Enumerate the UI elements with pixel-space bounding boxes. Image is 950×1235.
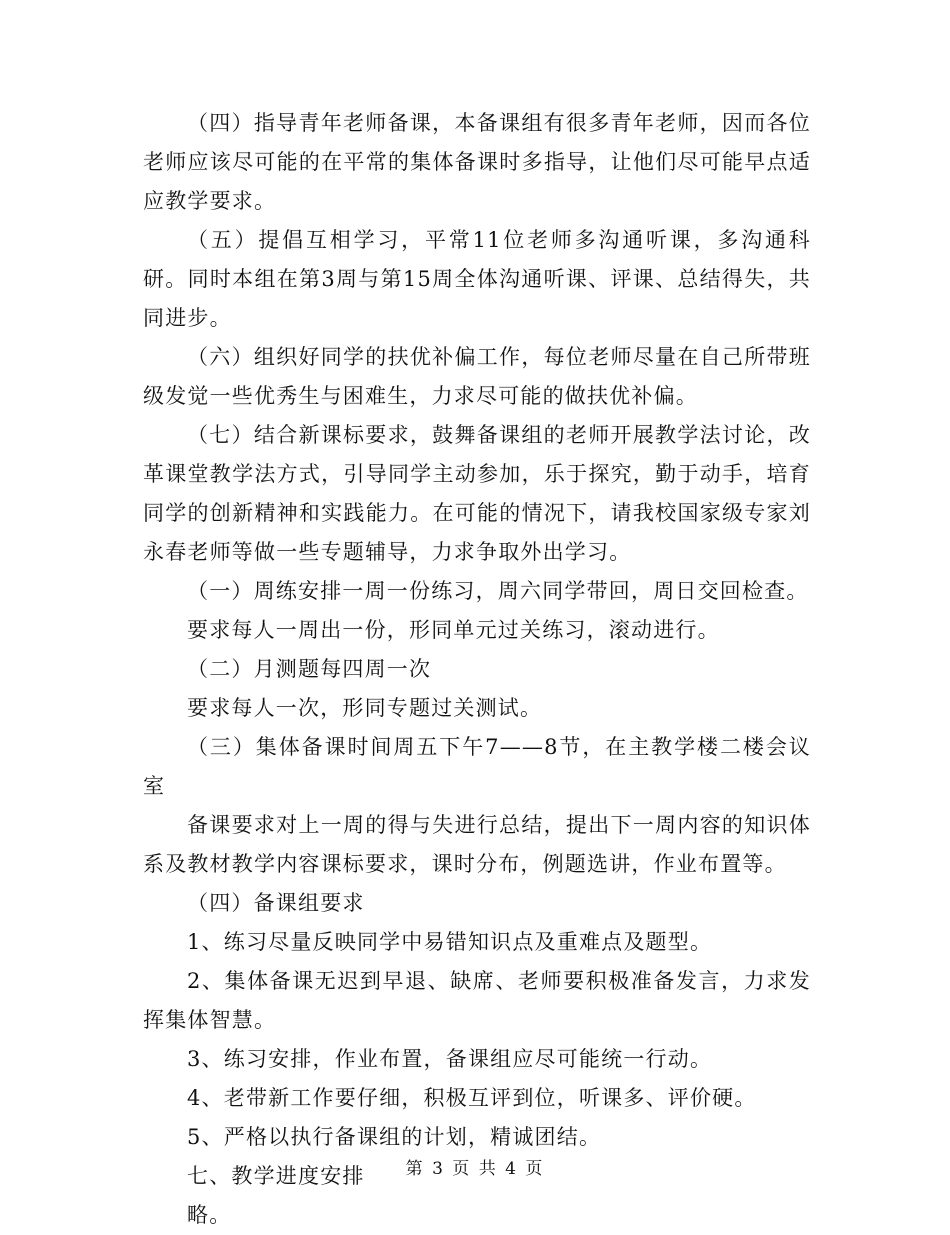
paragraph-mutual-learning: （五）提倡互相学习，平常11位老师多沟通听课，多沟通科研。同时本组在第3周与第15周全体沟通听课、评课、总结得失，共同进步。 bbox=[143, 228, 811, 330]
paragraph-guide-young-teachers: （四）指导青年老师备课，本备课组有很多青年老师，因而各位老师应该尽可能的在平常的集体备课时多指导，让他们尽可能早点适应教学要求。 bbox=[143, 111, 811, 213]
paragraph-monthly-test-requirement: 要求每人一次，形同专题过关测试。 bbox=[187, 696, 543, 720]
section-heading-teaching-schedule: 七、教学进度安排 bbox=[187, 1164, 365, 1188]
list-item-requirement-1: 1、练习尽量反映同学中易错知识点及重难点及题型。 bbox=[187, 930, 713, 954]
list-item-requirement-2: 2、集体备课无迟到早退、缺席、老师要积极准备发言，力求发挥集体智慧。 bbox=[143, 969, 811, 1032]
paragraph-monthly-test: （二）月测题每四周一次 bbox=[187, 657, 432, 681]
paragraph-omitted: 略。 bbox=[187, 1203, 232, 1227]
list-item-requirement-4: 4、老带新工作要仔细，积极互评到位，听课多、评价硬。 bbox=[187, 1086, 757, 1110]
paragraph-group-prep-requirement: 备课要求对上一周的得与失进行总结，提出下一周内容的知识体系及教材教学内容课标要求，课时分布，例题选讲，作业布置等。 bbox=[143, 813, 811, 876]
paragraph-weekly-practice-requirement: 要求每人一周出一份，形同单元过关练习，滚动进行。 bbox=[187, 618, 720, 642]
list-item-requirement-5: 5、严格以执行备课组的计划，精诚团结。 bbox=[187, 1125, 602, 1149]
page-number-footer: 第 3 页 共 4 页 bbox=[405, 1159, 545, 1179]
document-body bbox=[143, 104, 811, 1235]
paragraph-weekly-practice: （一）周练安排一周一份练习，周六同学带回，周日交回检查。 bbox=[187, 579, 809, 603]
paragraph-group-prep-time: （三）集体备课时间周五下午7——8节，在主教学楼二楼会议室 bbox=[143, 735, 811, 798]
paragraph-new-curriculum: （七）结合新课标要求，鼓舞备课组的老师开展教学法讨论，改革课堂教学法方式，引导同学主动参加，乐于探究，勤于动手，培育同学的创新精神和实践能力。在可能的情况下，请我校国家级专家刘永春老师等做一些专题辅导，力求争取外出学习。 bbox=[143, 423, 811, 564]
paragraph-student-support: （六）组织好同学的扶优补偏工作，每位老师尽量在自己所带班级发觉一些优秀生与困难生，力求尽可能的做扶优补偏。 bbox=[143, 345, 811, 408]
list-item-requirement-3: 3、练习安排，作业布置，备课组应尽可能统一行动。 bbox=[187, 1047, 713, 1071]
paragraph-group-requirements-heading: （四）备课组要求 bbox=[187, 891, 365, 915]
